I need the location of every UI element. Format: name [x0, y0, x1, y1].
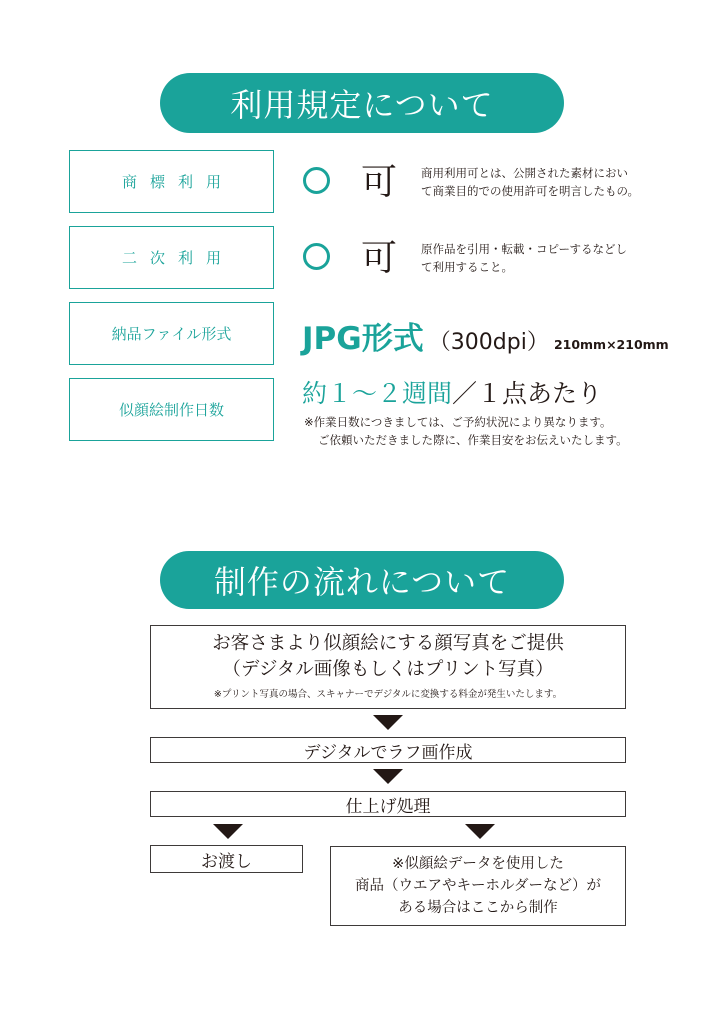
down-arrow-icon [373, 715, 403, 730]
circle-mark-icon [303, 243, 330, 270]
label-file-format: 納品ファイル形式 [69, 302, 274, 365]
permitted-mark: 可 [361, 238, 398, 279]
flow-step-photo-request: お客さまより似顔絵にする顔写真をご提供 （デジタル画像もしくはプリント写真） ※プリント写真の場合、スキャナーでデジタルに変換する料金が発生いたします。 [150, 625, 626, 709]
label-production-days: 似顔絵制作日数 [69, 378, 274, 441]
flow-step-rough-draft: デジタルでラフ画作成 [150, 737, 626, 763]
label-secondary-use: 二次利用 [69, 226, 274, 289]
format-size: 210mm×210mm [553, 337, 669, 352]
down-arrow-icon [465, 824, 495, 839]
permitted-mark: 可 [361, 162, 398, 203]
flow-step-finishing: 仕上げ処理 [150, 791, 626, 817]
down-arrow-icon [213, 824, 243, 839]
production-days-value: 約１～２週間／１点あたり [302, 379, 603, 408]
format-dpi: （300dpi） [428, 330, 549, 355]
trademark-description: 商用利用可とは、公開された素材におい て商業目的での使用許可を明言したもの。 [421, 166, 640, 198]
flow-step-delivery: お渡し [150, 845, 303, 873]
circle-mark-icon [303, 167, 330, 194]
file-format-value [302, 313, 669, 358]
secondary-use-description: 原作品を引用・転載・コピーするなどし て利用すること。 [421, 242, 627, 274]
format-name: JPG形式 [302, 321, 424, 357]
flow-title: 制作の流れについて [160, 551, 564, 609]
down-arrow-icon [373, 769, 403, 784]
usage-title: 利用規定について [160, 73, 564, 133]
production-days-note: ※作業日数につきましては、ご予約状況により異なります。 ご依頼いただきました際に、作業目安をお伝えいたします。 [304, 415, 628, 447]
label-trademark-use: 商標利用 [69, 150, 274, 213]
flow-step-merchandise: ※似顔絵データを使用した 商品（ウエアやキーホルダーなど）が ある場合はここから制作 [330, 846, 626, 926]
